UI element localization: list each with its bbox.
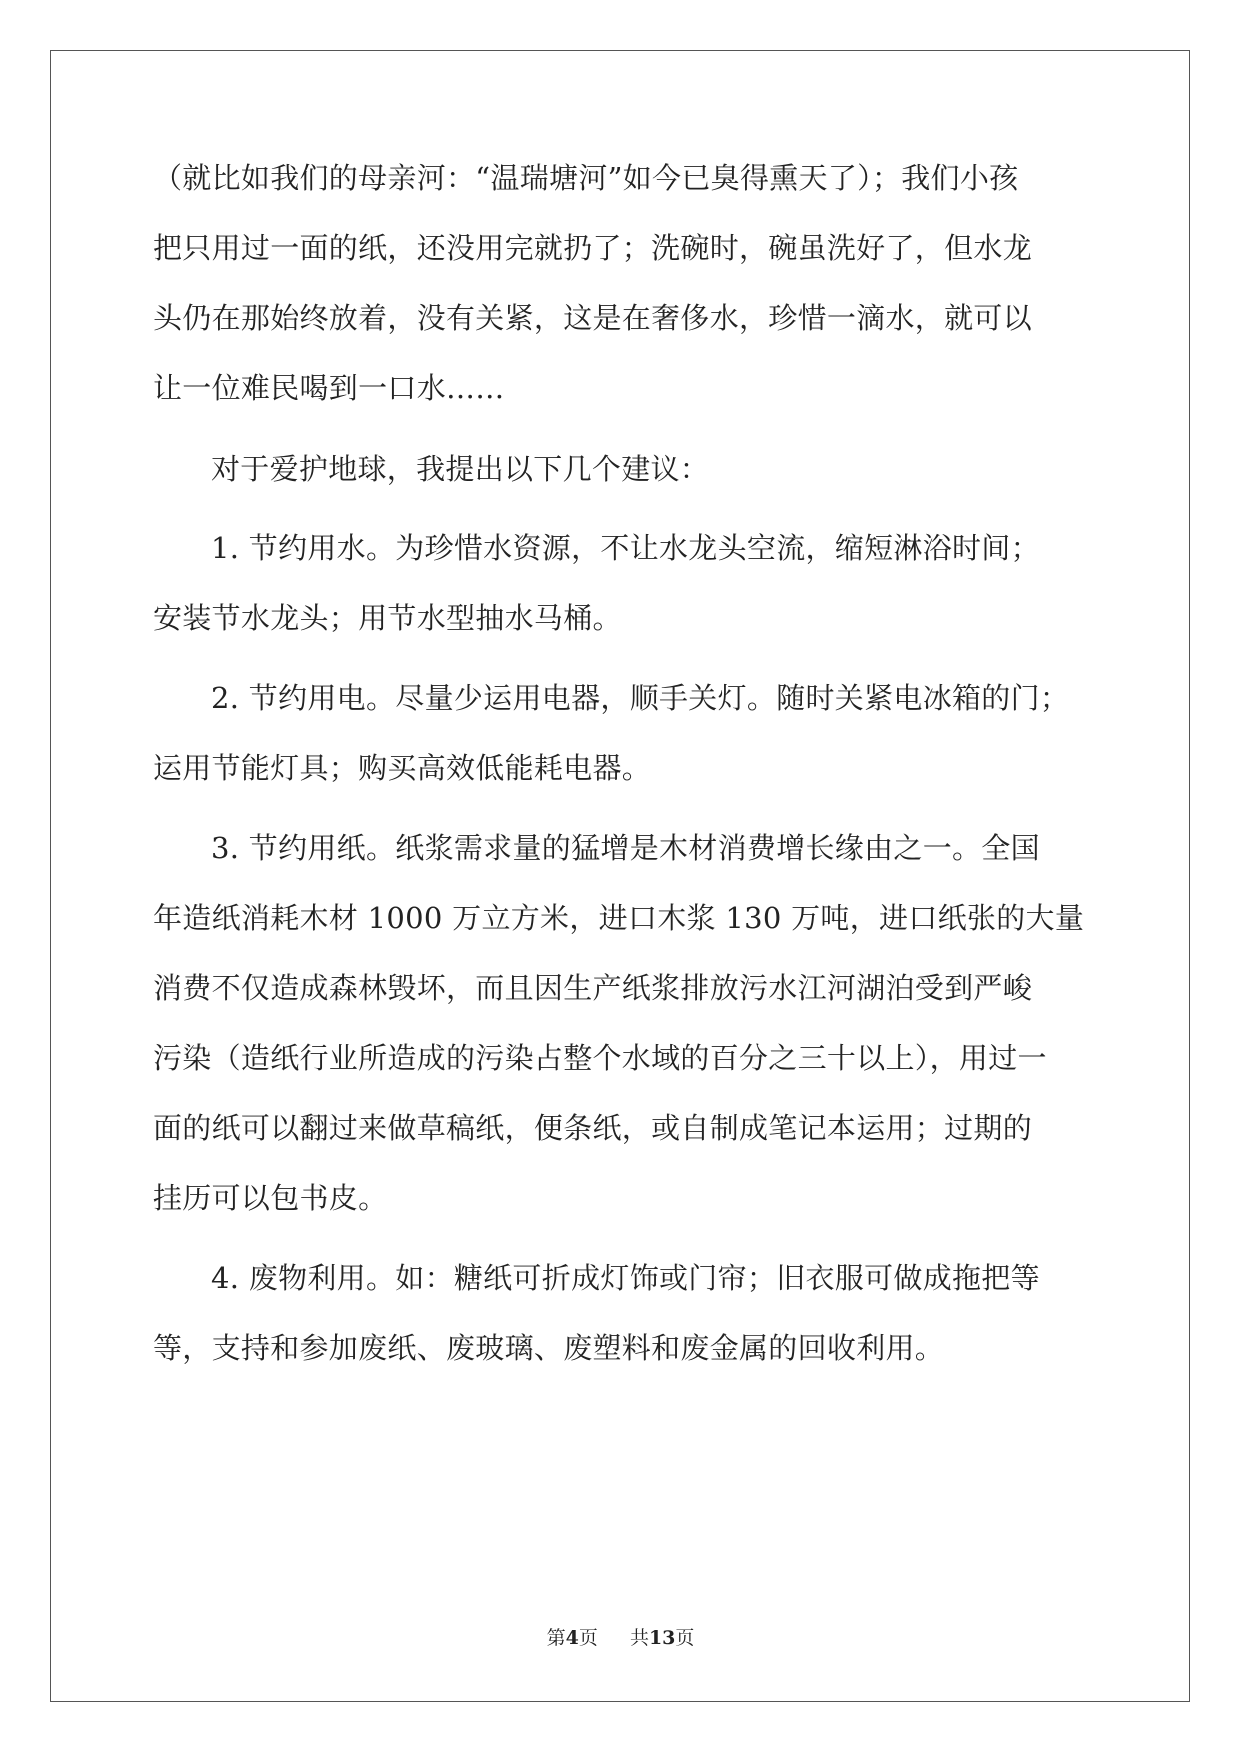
text-line: 1. 节约用水。为珍惜水资源，不让水龙头空流，缩短淋浴时间； — [211, 531, 1040, 565]
page-current: 4 — [565, 1627, 579, 1649]
page-total: 13 — [648, 1627, 676, 1649]
text-line: 安装节水龙头；用节水型抽水马桶。 — [153, 601, 622, 635]
text-line: 头仍在那始终放着，没有关紧，这是在奢侈水，珍惜一滴水，就可以 — [153, 301, 1033, 335]
text-line: 2. 节约用电。尽量少运用电器，顺手关灯。随时关紧电冰箱的门； — [211, 681, 1070, 715]
page-number-label: 第4页 — [546, 1627, 598, 1649]
text-line: 面的纸可以翻过来做草稿纸，便条纸，或自制成笔记本运用；过期的 — [153, 1111, 1033, 1145]
text-line: 3. 节约用纸。纸浆需求量的猛增是木材消费增长缘由之一。全国 — [211, 831, 1040, 865]
page-border — [50, 50, 1190, 1702]
text-line: 等，支持和参加废纸、废玻璃、废塑料和废金属的回收利用。 — [153, 1331, 945, 1365]
text-line: 挂历可以包书皮。 — [153, 1181, 388, 1215]
text-line: 对于爱护地球，我提出以下几个建议： — [211, 452, 710, 486]
page-footer — [0, 1626, 1241, 1650]
text-line: 污染（造纸行业所造成的污染占整个水域的百分之三十以上），用过一 — [153, 1041, 1047, 1075]
text-line: 让一位难民喝到一口水…… — [153, 371, 505, 405]
text-line: 消费不仅造成森林毁坏，而且因生产纸浆排放污水江河湖泊受到严峻 — [153, 971, 1033, 1005]
page-total-label: 共13页 — [629, 1627, 695, 1649]
text-line: （就比如我们的母亲河：“温瑞塘河”如今已臭得熏天了）；我们小孩 — [153, 161, 1019, 195]
text-line: 年造纸消耗木材 1000 万立方米，进口木浆 130 万吨，进口纸张的大量 — [153, 901, 1085, 935]
text-line: 4. 废物利用。如：糖纸可折成灯饰或门帘；旧衣服可做成拖把等 — [211, 1261, 1040, 1295]
text-line: 把只用过一面的纸，还没用完就扔了；洗碗时，碗虽洗好了，但水龙 — [153, 231, 1033, 265]
text-line: 运用节能灯具；购买高效低能耗电器。 — [153, 751, 652, 785]
